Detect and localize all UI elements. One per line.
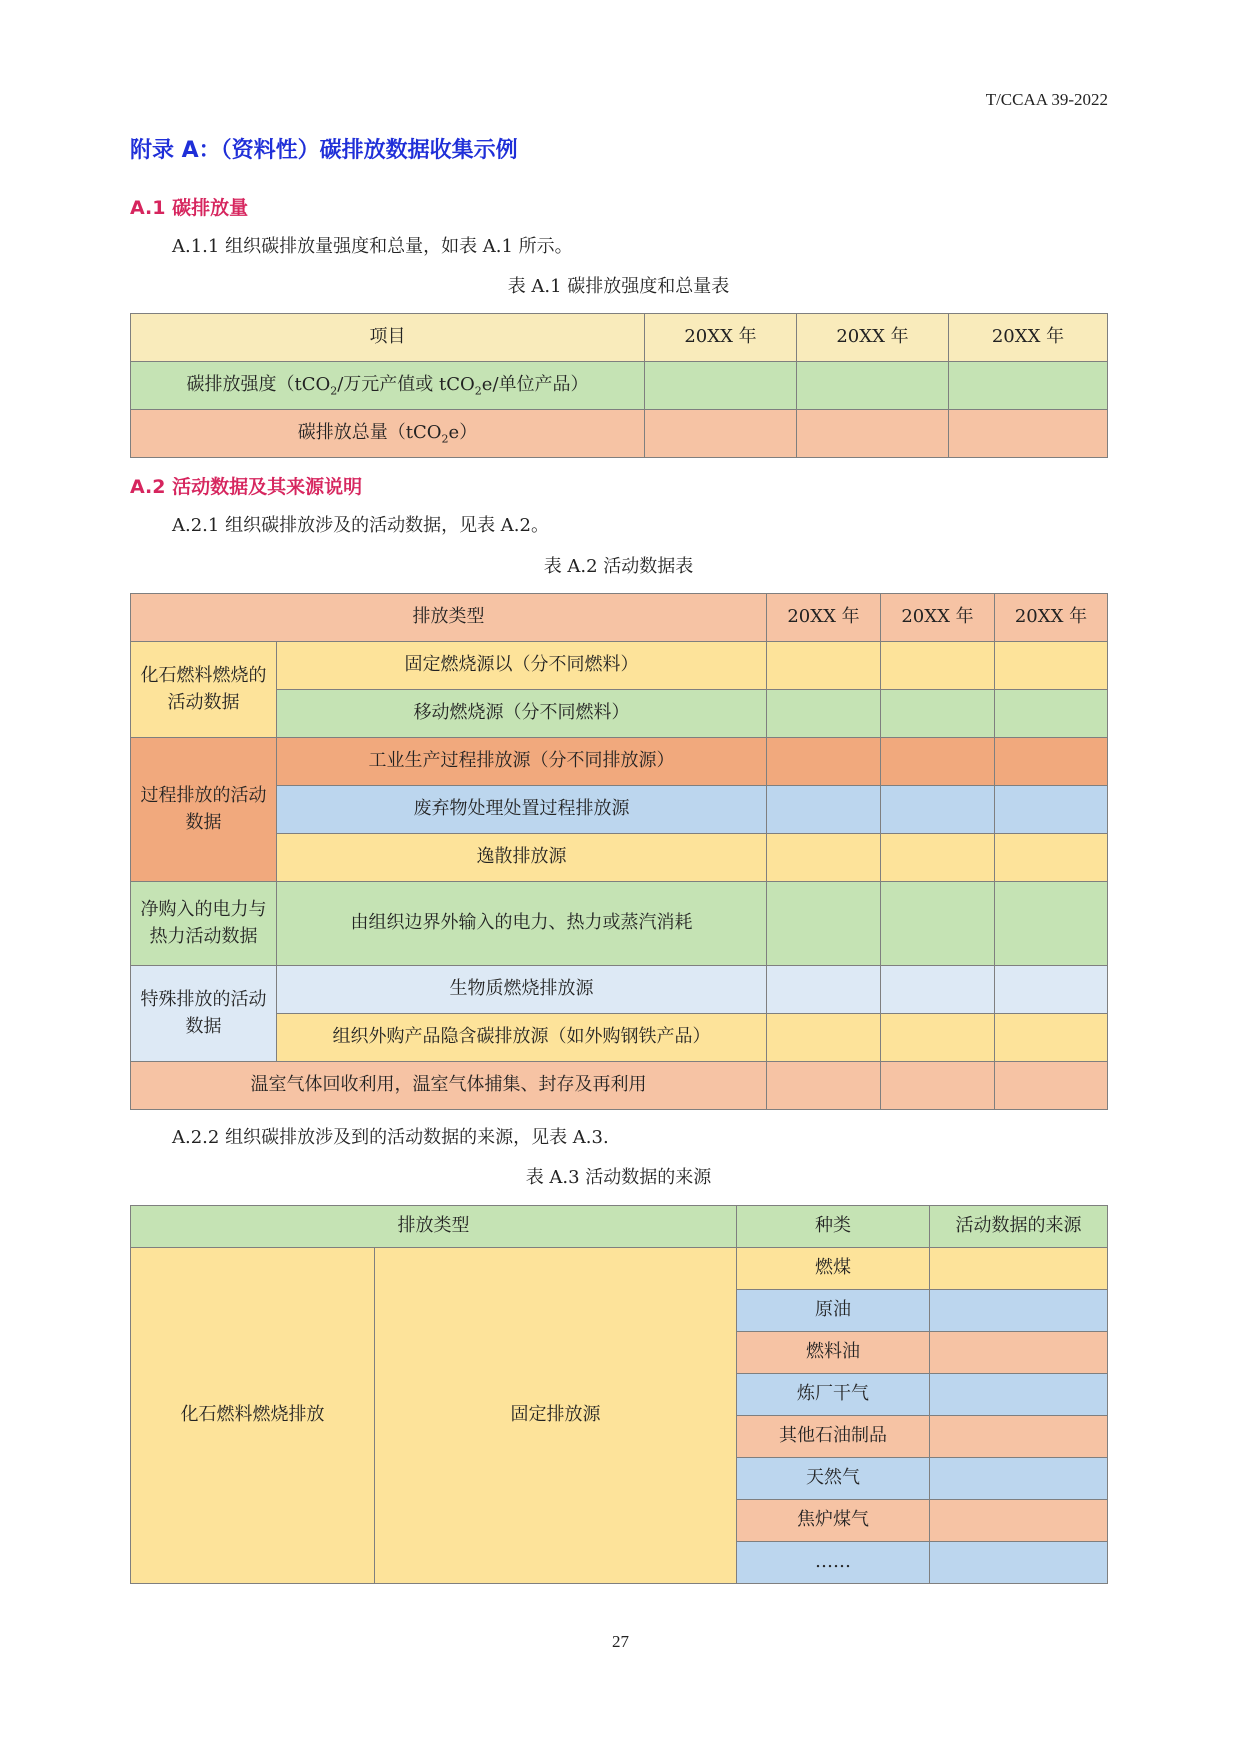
group-purchased-energy: 净购入的电力与热力活动数据 bbox=[131, 882, 277, 966]
item-purchased-energy: 由组织边界外输入的电力、热力或蒸汽消耗 bbox=[277, 882, 767, 966]
table-cell bbox=[995, 642, 1108, 690]
section-a1-paragraph: A.1.1 组织碳排放量强度和总量，如表 A.1 所示。 bbox=[172, 236, 573, 257]
page-number: 27 bbox=[612, 1632, 629, 1651]
table-a2-header-type: 排放类型 bbox=[131, 594, 767, 642]
table-a3-header-type: 排放类型 bbox=[131, 1206, 737, 1248]
kind-cell: 燃料油 bbox=[737, 1332, 930, 1374]
table-row bbox=[131, 738, 1108, 786]
table-cell bbox=[767, 642, 881, 690]
table-cell bbox=[645, 410, 797, 458]
section-a2-paragraph-1: A.2.1 组织碳排放涉及的活动数据，见表 A.2。 bbox=[172, 515, 549, 536]
table-cell bbox=[995, 882, 1108, 966]
item-industrial-process: 工业生产过程排放源（分不同排放源） bbox=[277, 738, 767, 786]
table-cell bbox=[881, 786, 995, 834]
source-cell bbox=[930, 1290, 1108, 1332]
subcategory-fixed-source: 固定排放源 bbox=[375, 1248, 737, 1584]
kind-cell: …… bbox=[737, 1542, 930, 1584]
table-cell bbox=[995, 1062, 1108, 1110]
section-a1-title: A.1 碳排放量 bbox=[130, 197, 249, 219]
group-process-emission: 过程排放的活动数据 bbox=[131, 738, 277, 882]
table-cell bbox=[797, 362, 949, 410]
kind-cell: 原油 bbox=[737, 1290, 930, 1332]
table-a3-header-kind: 种类 bbox=[737, 1206, 930, 1248]
table-cell bbox=[767, 738, 881, 786]
section-a2-title: A.2 活动数据及其来源说明 bbox=[130, 476, 363, 498]
table-a2-caption: 表 A.2 活动数据表 bbox=[543, 556, 694, 577]
table-cell bbox=[767, 1062, 881, 1110]
table-cell bbox=[949, 410, 1108, 458]
table-row bbox=[131, 882, 1108, 966]
kind-cell: 天然气 bbox=[737, 1458, 930, 1500]
table-cell bbox=[995, 834, 1108, 882]
source-cell bbox=[930, 1500, 1108, 1542]
table-a1-header-year: 20XX 年 bbox=[645, 314, 797, 362]
table-row bbox=[131, 1014, 1108, 1062]
appendix-title: 附录 A：（资料性）碳排放数据收集示例 bbox=[130, 138, 518, 163]
carbon-intensity-label: 碳排放强度（tCO$_2$/万元产值或 tCO$_2$e/单位产品） bbox=[131, 362, 645, 410]
table-row bbox=[131, 966, 1108, 1014]
kind-cell: 其他石油制品 bbox=[737, 1416, 930, 1458]
table-a1-header-year: 20XX 年 bbox=[797, 314, 949, 362]
table-a1-header-year: 20XX 年 bbox=[949, 314, 1108, 362]
category-fossil-fuel: 化石燃料燃烧排放 bbox=[131, 1248, 375, 1584]
table-cell bbox=[995, 738, 1108, 786]
table-a2-header-year: 20XX 年 bbox=[881, 594, 995, 642]
section-a2-paragraph-2: A.2.2 组织碳排放涉及到的活动数据的来源，见表 A.3. bbox=[172, 1127, 609, 1148]
table-row bbox=[131, 362, 1108, 410]
item-mobile-combustion: 移动燃烧源（分不同燃料） bbox=[277, 690, 767, 738]
source-cell bbox=[930, 1248, 1108, 1290]
kind-cell: 焦炉煤气 bbox=[737, 1500, 930, 1542]
item-ghg-recovery: 温室气体回收利用，温室气体捕集、封存及再利用 bbox=[131, 1062, 767, 1110]
item-embedded-carbon: 组织外购产品隐含碳排放源（如外购钢铁产品） bbox=[277, 1014, 767, 1062]
table-a3-caption: 表 A.3 活动数据的来源 bbox=[525, 1167, 712, 1188]
source-cell bbox=[930, 1542, 1108, 1584]
carbon-total-label: 碳排放总量（tCO$_2$e） bbox=[131, 410, 645, 458]
table-row bbox=[131, 786, 1108, 834]
item-biomass-combustion: 生物质燃烧排放源 bbox=[277, 966, 767, 1014]
item-fixed-combustion: 固定燃烧源以（分不同燃料） bbox=[277, 642, 767, 690]
table-a3-header-row bbox=[131, 1206, 1108, 1248]
table-row bbox=[131, 1248, 1108, 1290]
table-cell bbox=[881, 738, 995, 786]
group-special-emission: 特殊排放的活动数据 bbox=[131, 966, 277, 1062]
kind-cell: 炼厂干气 bbox=[737, 1374, 930, 1416]
table-a1-header-item: 项目 bbox=[131, 314, 645, 362]
table-cell bbox=[995, 690, 1108, 738]
source-cell bbox=[930, 1416, 1108, 1458]
table-cell bbox=[881, 690, 995, 738]
source-cell bbox=[930, 1458, 1108, 1500]
table-cell bbox=[949, 362, 1108, 410]
table-cell bbox=[995, 786, 1108, 834]
table-a2 bbox=[130, 593, 1108, 1110]
table-cell bbox=[995, 966, 1108, 1014]
table-a2-header-row bbox=[131, 594, 1108, 642]
kind-cell: 燃煤 bbox=[737, 1248, 930, 1290]
table-cell bbox=[881, 1062, 995, 1110]
table-cell bbox=[881, 834, 995, 882]
table-a3 bbox=[130, 1205, 1108, 1584]
table-a1 bbox=[130, 313, 1108, 458]
table-cell bbox=[767, 834, 881, 882]
table-a3-header-source: 活动数据的来源 bbox=[930, 1206, 1108, 1248]
standard-code: T/CCAA 39-2022 bbox=[985, 90, 1108, 109]
table-cell bbox=[797, 410, 949, 458]
table-cell bbox=[767, 966, 881, 1014]
table-a1-caption: 表 A.1 碳排放强度和总量表 bbox=[507, 276, 730, 297]
table-cell bbox=[767, 882, 881, 966]
table-row bbox=[131, 642, 1108, 690]
table-row bbox=[131, 410, 1108, 458]
table-cell bbox=[767, 690, 881, 738]
table-a2-header-year: 20XX 年 bbox=[767, 594, 881, 642]
table-cell bbox=[767, 786, 881, 834]
table-a2-header-year: 20XX 年 bbox=[995, 594, 1108, 642]
table-row bbox=[131, 690, 1108, 738]
group-fossil-fuel: 化石燃料燃烧的活动数据 bbox=[131, 642, 277, 738]
table-row bbox=[131, 834, 1108, 882]
table-cell bbox=[881, 882, 995, 966]
table-cell bbox=[881, 1014, 995, 1062]
table-cell bbox=[881, 642, 995, 690]
item-fugitive-emission: 逸散排放源 bbox=[277, 834, 767, 882]
table-cell bbox=[881, 966, 995, 1014]
table-cell bbox=[645, 362, 797, 410]
table-row bbox=[131, 1062, 1108, 1110]
source-cell bbox=[930, 1374, 1108, 1416]
item-waste-treatment: 废弃物处理处置过程排放源 bbox=[277, 786, 767, 834]
table-cell bbox=[995, 1014, 1108, 1062]
table-a1-header-row bbox=[131, 314, 1108, 362]
source-cell bbox=[930, 1332, 1108, 1374]
table-cell bbox=[767, 1014, 881, 1062]
